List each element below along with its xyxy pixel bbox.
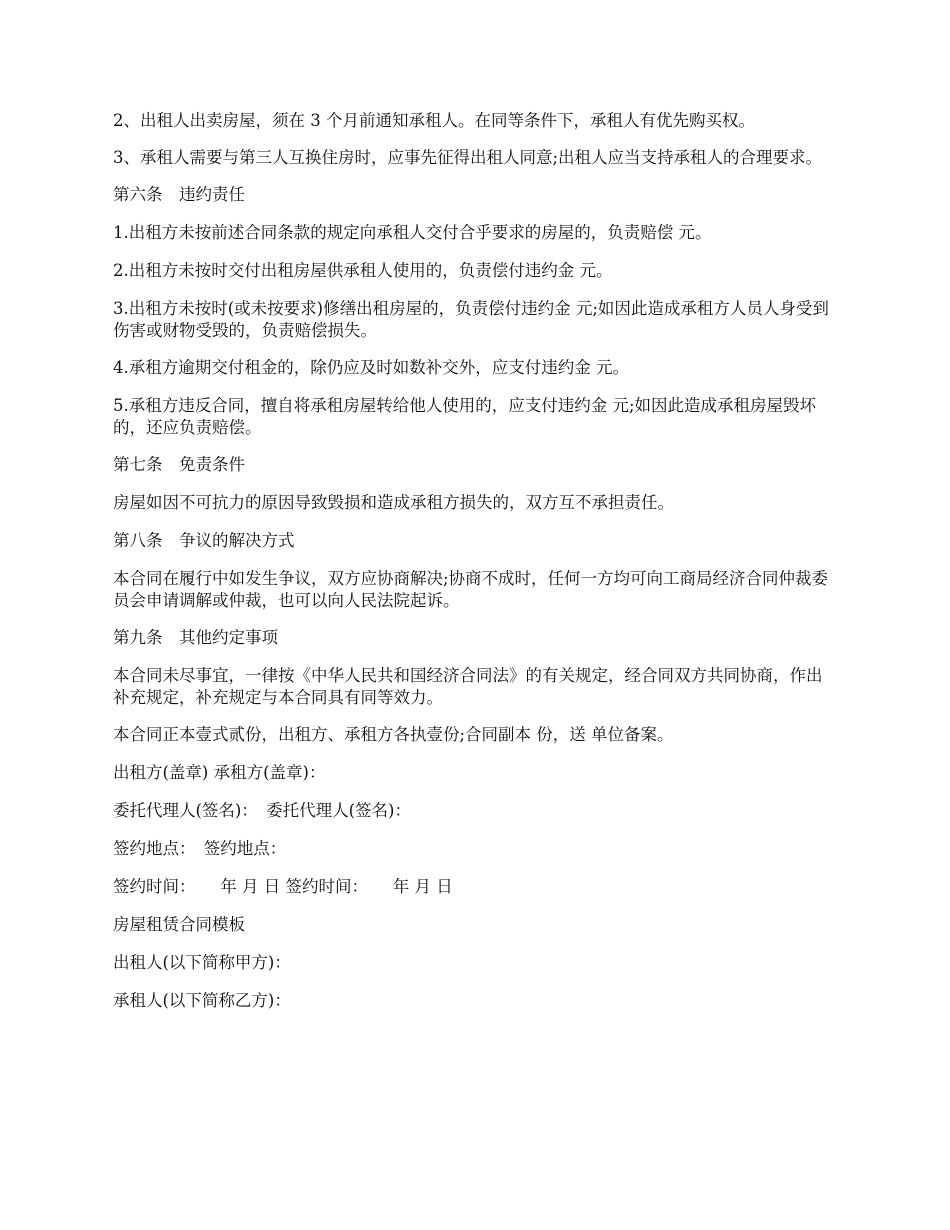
paragraph-breach-4: 4.承租方逾期交付租金的，除仍应及时如数补交外，应支付违约金 元。 [113,358,629,377]
paragraph-exemption: 房屋如因不可抗力的原因导致毁损和造成承租方损失的，双方互不承担责任。 [113,493,674,512]
signature-seal-line: 出租方(盖章) 承租方(盖章)： [113,763,326,782]
heading-article-7: 第七条 免责条件 [113,455,245,474]
paragraph-copies: 本合同正本壹式贰份，出租方、承租方各执壹份;合同副本 份，送 单位备案。 [113,725,674,744]
lessor-line: 出租人(以下简称甲方)： [113,953,291,972]
signature-place-line: 签约地点： 签约地点： [113,839,287,858]
paragraph-breach-5: 5.承租方违反合同，擅自将承租房屋转给他人使用的，应支付违约金 元;如因此造成承租房屋毁坏的，还应负责赔偿。 [113,396,817,437]
paragraph-breach-1: 1.出租方未按前述合同条款的规定向承租人交付合乎要求的房屋的，负责赔偿 元。 [113,223,712,242]
paragraph-other-matters: 本合同未尽事宜，一律按《中华人民共和国经济合同法》的有关规定，经合同双方共同协商，作出补充规定，补充规定与本合同具有同等效力。 [113,666,823,707]
document-page [113,110,837,1028]
signature-agent-line: 委托代理人(签名)： 委托代理人(签名)： [113,801,411,820]
lessee-line: 承租人(以下简称乙方)： [113,991,291,1010]
heading-article-6: 第六条 违约责任 [113,185,245,204]
heading-article-8: 第八条 争议的解决方式 [113,531,295,550]
paragraph-clause-3: 3、承租人需要与第三人互换住房时，应事先征得出租人同意;出租人应当支持承租人的合理要求。 [113,148,823,167]
paragraph-clause-2: 2、出租人出卖房屋，须在 3 个月前通知承租人。在同等条件下，承租人有优先购买权。 [113,111,755,130]
signature-date-line: 签约时间： 年 月 日 签约时间： 年 月 日 [113,877,453,896]
paragraph-breach-3: 3.出租方未按时(或未按要求)修缮出租房屋的，负责偿付违约金 元;如因此造成承租方人员人身受到伤害或财物受毁的，负责赔偿损失。 [113,299,829,340]
paragraph-breach-2: 2.出租方未按时交付出租房屋供承租人使用的，负责偿付违约金 元。 [113,261,613,280]
paragraph-dispute: 本合同在履行中如发生争议，双方应协商解决;协商不成时，任何一方均可向工商局经济合同仲裁委员会申请调解或仲裁，也可以向人民法院起诉。 [113,569,829,610]
heading-article-9: 第九条 其他约定事项 [113,628,278,647]
template-title: 房屋租赁合同模板 [113,915,245,934]
